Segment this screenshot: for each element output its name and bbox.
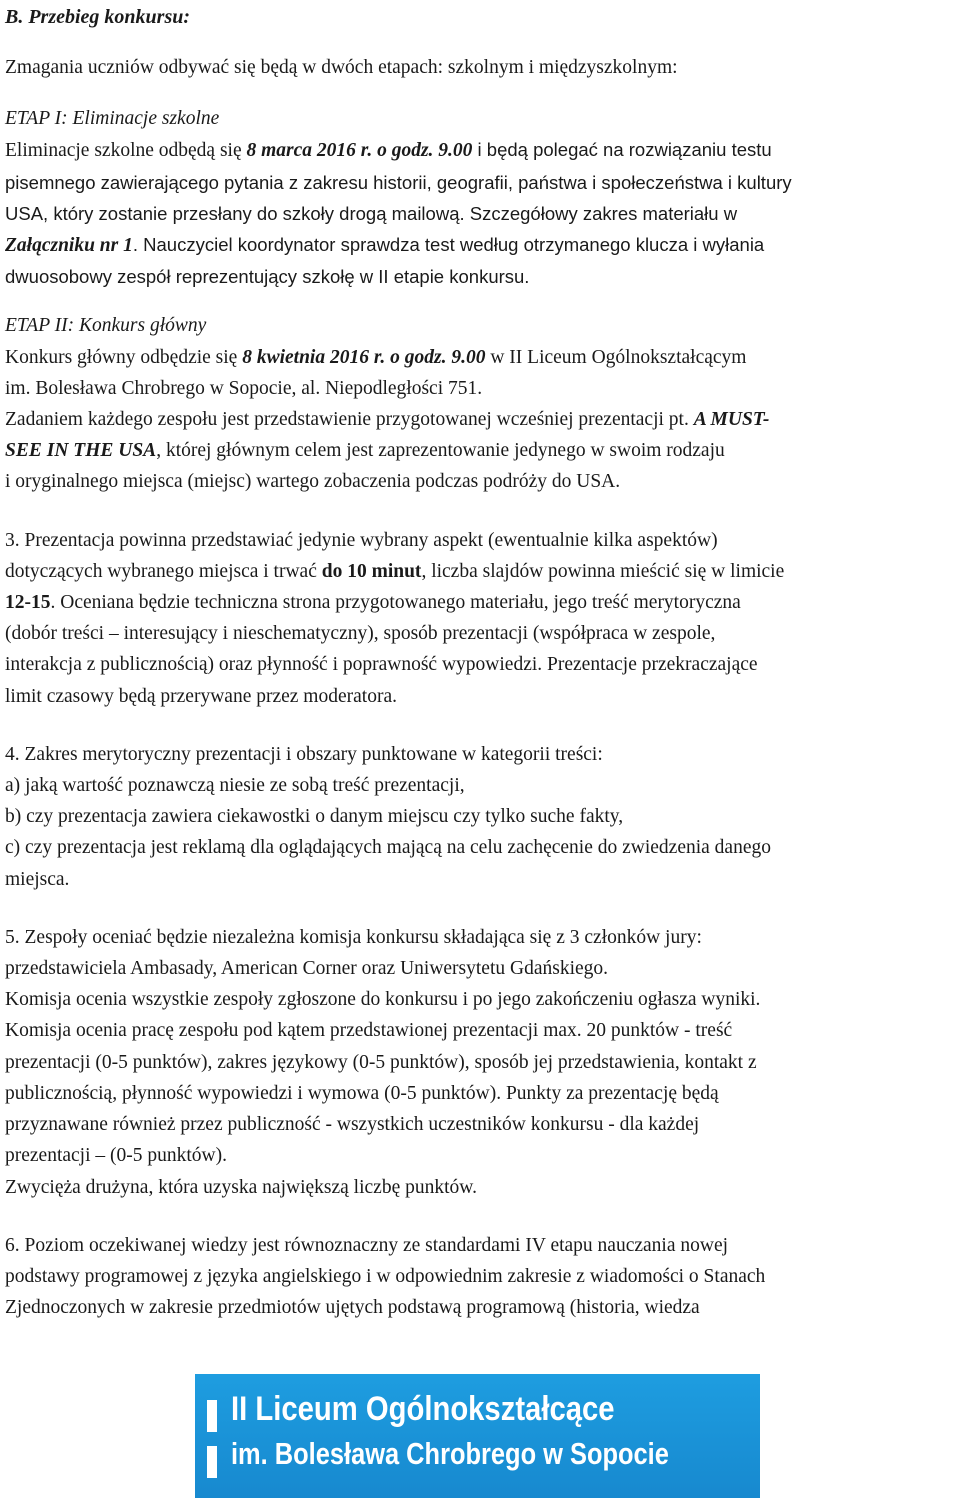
point5-line: publicznością, płynność wypowiedzi i wymowa (0-5 punktów). Punkty za prezentację będą	[5, 1082, 719, 1104]
point3-line: interakcja z publicznością) oraz płynność i poprawność wypowiedzi. Prezentacje przekraczające	[5, 654, 758, 676]
point6-line: 6. Poziom oczekiwanej wiedzy jest równoznaczny ze standardami IV etapu nauczania nowej	[5, 1234, 729, 1256]
point4-line: miejsca.	[5, 868, 70, 890]
school-banner	[195, 1374, 760, 1498]
point5-line: 5. Zespoły oceniać będzie niezależna komisja konkursu składająca się z 3 członków jury:	[5, 926, 702, 948]
section-heading: B. Przebieg konkursu:	[5, 6, 191, 28]
etap1-line: Eliminacje szkolne odbędą się 8 marca 2016 r. o godz. 9.00 i będą polegać na rozwiązaniu testu	[5, 139, 772, 162]
point5-line: przedstawiciela Ambasady, American Corner oraz Uniwersytetu Gdańskiego.	[5, 958, 609, 980]
point-6	[5, 1230, 960, 1324]
etap2-line: SEE IN THE USA, której głównym celem jest zaprezentowanie jedynego w swoim rodzaju	[5, 440, 725, 462]
banner-school-patron: im. Bolesława Chrobrego w Sopocie	[231, 1436, 669, 1471]
banner-school-name: II Liceum Ogólnokształcące	[231, 1390, 615, 1428]
attachment-reference: Załączniku nr 1	[5, 235, 133, 257]
etap1-line: dwuosobowy zespół reprezentujący szkołę w II etapie konkursu.	[5, 266, 530, 288]
school-logo-icon	[207, 1400, 217, 1478]
point3-line: 3. Prezentacja powinna przedstawiać jedynie wybrany aspekt (ewentualnie kilka aspektów)	[5, 529, 718, 551]
point5-line: Komisja ocenia wszystkie zespoły zgłoszone do konkursu i po jego zakończeniu ogłasza wyniki.	[5, 989, 761, 1011]
point6-line: podstawy programowej z języka angielskiego i w odpowiednim zakresie z wiadomości o Stanach	[5, 1265, 766, 1287]
point4-line: a) jaką wartość poznawczą niesie ze sobą treść prezentacji,	[5, 775, 465, 797]
point3-line: limit czasowy będą przerywane przez moderatora.	[5, 685, 397, 707]
etap2-line: im. Bolesława Chrobrego w Sopocie, al. Niepodległości 751.	[5, 377, 483, 399]
point5-line: prezentacji – (0-5 punktów).	[5, 1145, 228, 1167]
etap1-line: Załączniku nr 1. Nauczyciel koordynator sprawdza test według otrzymanego klucza i wyłania	[5, 234, 765, 257]
intro-paragraph: Zmagania uczniów odbywać się będą w dwóch etapach: szkolnym i międzyszkolnym:	[5, 57, 678, 78]
point5-line: przyznawane również przez publiczność - wszystkich uczestników konkursu - dla każdej	[5, 1114, 700, 1136]
etap2-title: ETAP II: Konkurs główny	[5, 315, 207, 337]
point5-line: Zwycięża drużyna, która uzyska największą liczbę punktów.	[5, 1176, 477, 1198]
etap2-block	[5, 310, 960, 497]
point4-line: 4. Zakres merytoryczny prezentacji i obszary punktowane w kategorii treści:	[5, 743, 603, 765]
point5-line: prezentacji (0-5 punktów), zakres językowy (0-5 punktów), sposób jej przedstawienia, kontakt z	[5, 1051, 757, 1073]
point3-line: dotyczących wybranego miejsca i trwać do 10 minut, liczba slajdów powinna mieścić się w limicie	[5, 560, 785, 582]
point6-line: Zjednoczonych w zakresie przedmiotów ujętych podstawą programową (historia, wiedza	[5, 1297, 700, 1319]
etap1-block	[5, 103, 960, 292]
etap2-line: Zadaniem każdego zespołu jest przedstawienie przygotowanej wcześniej prezentacji pt. A MUST-	[5, 409, 770, 431]
point-3	[5, 525, 960, 712]
etap1-line: USA, który zostanie przesłany do szkoły drogą mailową. Szczegółowy zakres materiału w	[5, 202, 738, 224]
etap2-line: i oryginalnego miejsca (miejsc) wartego zobaczenia podczas podróży do USA.	[5, 471, 621, 493]
point3-line: 12-15. Oceniana będzie techniczna strona przygotowanego materiału, jego treść merytoryczna	[5, 592, 741, 614]
document-page	[5, 0, 960, 1323]
point5-line: Komisja ocenia pracę zespołu pod kątem przedstawionej prezentacji max. 20 punktów - treść	[5, 1020, 733, 1042]
point-5	[5, 922, 960, 1203]
etap2-line: Konkurs główny odbędzie się 8 kwietnia 2016 r. o godz. 9.00 w II Liceum Ogólnokształcącym	[5, 346, 747, 368]
point3-line: (dobór treści – interesujący i nieschematyczny), sposób prezentacji (współpraca w zespole,	[5, 623, 716, 645]
point4-line: b) czy prezentacja zawiera ciekawostki o danym miejscu czy tylko suche fakty,	[5, 806, 624, 828]
point-4	[5, 739, 960, 895]
etap1-line: pisemnego zawierającego pytania z zakresu historii, geografii, państwa i społeczeństwa i kultury	[5, 171, 792, 193]
etap1-title: ETAP I: Eliminacje szkolne	[5, 108, 220, 130]
point4-line: c) czy prezentacja jest reklamą dla oglądających mającą na celu zachęcenie do zwiedzenia danego	[5, 837, 771, 859]
